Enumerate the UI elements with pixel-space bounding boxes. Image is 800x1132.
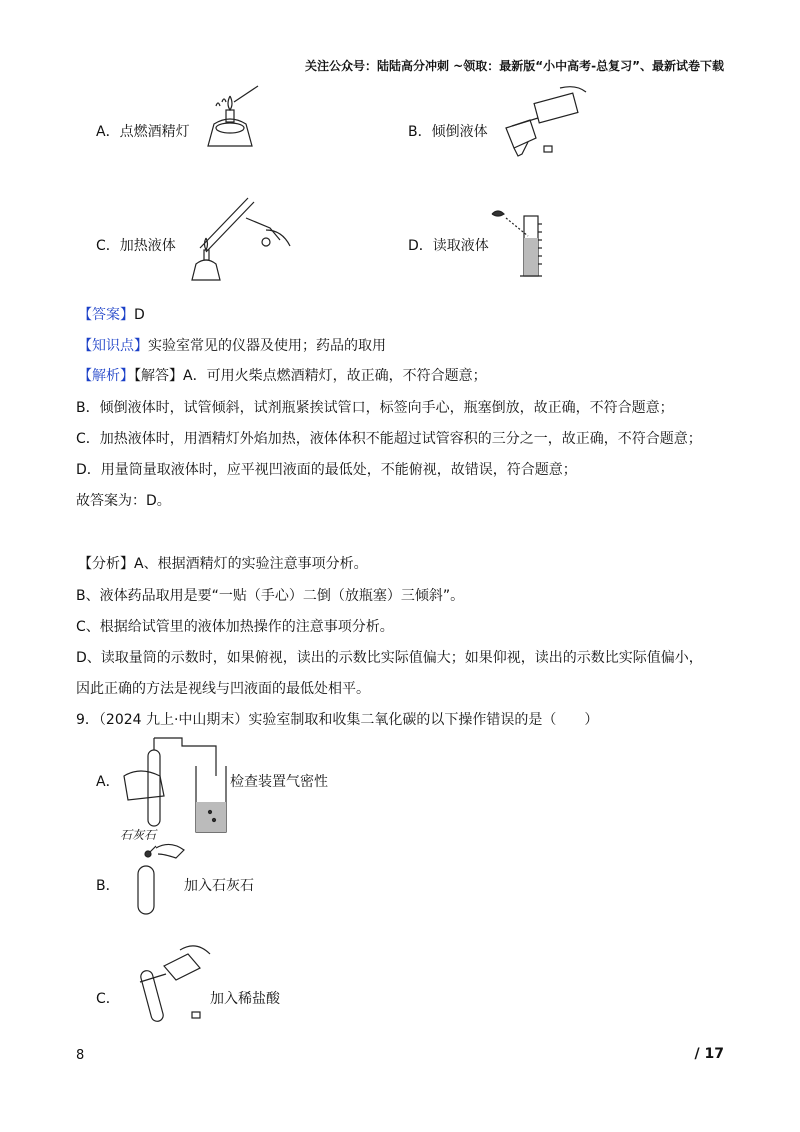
option-c-label: C．加热液体 xyxy=(96,238,176,254)
q9-option-b-letter: B． xyxy=(96,878,120,894)
knowledge-line xyxy=(78,336,386,356)
solution-line: B．倾倒液体时，试管倾斜，试剂瓶紧挨试管口，标签向手心，瓶塞倒放，故正确，不符合题意； xyxy=(76,400,674,416)
solution-line: D．用量筒量取液体时，应平视凹液面的最低处，不能俯视，故错误，符合题意； xyxy=(76,462,577,478)
knowledge-value: 实验室常见的仪器及使用；药品的取用 xyxy=(148,338,386,354)
analysis-line: C、根据给试管里的液体加热操作的注意事项分析。 xyxy=(76,619,394,635)
option-d-label: D．读取液体 xyxy=(408,238,489,254)
solution-line: C．加热液体时，用酒精灯外焰加热，液体体积不能超过试管容积的三分之一，故正确，不符合题意； xyxy=(76,431,702,447)
analysis-line: D、读取量筒的示数时，如果俯视，读出的示数比实际值偏大；如果仰视，读出的示数比实际值偏小， xyxy=(76,650,703,666)
q9-option-c-letter: C． xyxy=(96,991,120,1007)
question-9-stem: 9．（2024 九上·中山期末）实验室制取和收集二氧化碳的以下操作错误的是（ ） xyxy=(76,712,599,728)
airtightness-check-figure xyxy=(120,736,230,834)
solution-line-first xyxy=(78,366,487,386)
pour-liquid-figure xyxy=(500,84,590,159)
analysis-line: 因此正确的方法是视线与凹液面的最低处相平。 xyxy=(76,681,370,697)
option-b-label: B．倾倒液体 xyxy=(408,124,488,140)
page-number: 8 xyxy=(76,1048,85,1063)
answer-tag: 【答案】 xyxy=(78,307,134,323)
q9-option-a-letter: A． xyxy=(96,774,120,790)
page-total: / 17 xyxy=(694,1046,724,1062)
answer-value: D xyxy=(134,307,145,323)
q9-option-b-text: 加入石灰石 xyxy=(184,878,254,894)
heat-liquid-figure xyxy=(186,190,296,285)
q9-option-a-text: 检查装置气密性 xyxy=(230,774,328,790)
alcohol-lamp-lighting-figure xyxy=(200,84,260,154)
solution-tag: 【解析】 xyxy=(78,368,134,384)
add-limestone-figure xyxy=(130,840,190,918)
read-cylinder-figure xyxy=(492,208,552,283)
analysis-line: B、液体药品取用是要“一贴（手心）二倒（放瓶塞）三倾斜”。 xyxy=(76,588,465,604)
limestone-label: 石灰石 xyxy=(120,828,157,842)
add-dilute-acid-figure xyxy=(136,940,216,1025)
solution-first: 【解答】A．可用火柴点燃酒精灯，故正确，不符合题意； xyxy=(134,368,487,384)
answer-line xyxy=(78,305,145,325)
q9-option-c-text: 加入稀盐酸 xyxy=(210,991,280,1007)
knowledge-tag: 【知识点】 xyxy=(78,338,148,354)
analysis-line: 【分析】A、根据酒精灯的实验注意事项分析。 xyxy=(78,556,368,572)
page-header: 关注公众号：陆陆高分冲刺 ~领取：最新版“小中高考-总复习”、最新试卷下载 xyxy=(305,59,724,73)
solution-line: 故答案为：D。 xyxy=(76,493,171,509)
option-a-label: A．点燃酒精灯 xyxy=(96,124,190,140)
